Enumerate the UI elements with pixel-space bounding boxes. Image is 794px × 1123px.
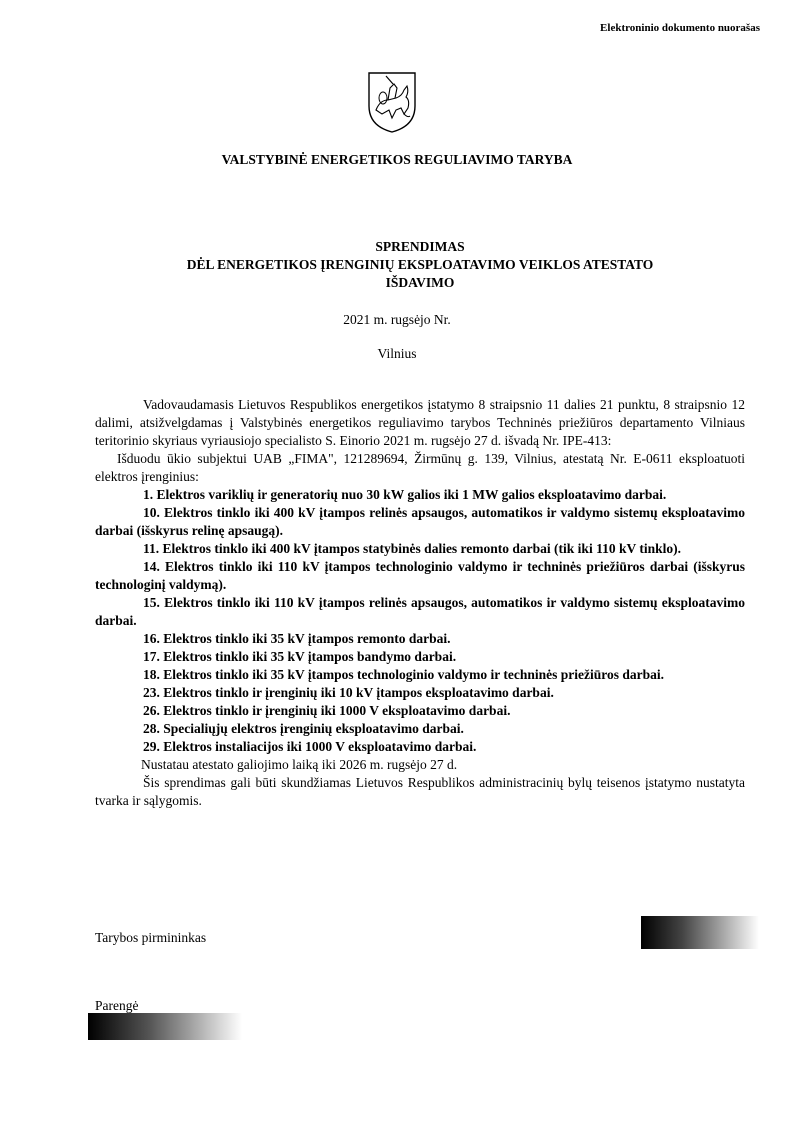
- list-item: 11. Elektros tinklo iki 400 kV įtampos statybinės dalies remonto darbai (tik iki 110 kV tinklo).: [143, 541, 681, 556]
- document-place: Vilnius: [377, 346, 417, 361]
- list-item: 29. Elektros instaliacijos iki 1000 V eksploatavimo darbai.: [143, 739, 477, 754]
- list-item: 26. Elektros tinklo ir įrenginių iki 1000 V eksploatavimo darbai.: [143, 703, 511, 718]
- preparer-redaction: [88, 1013, 242, 1040]
- signature-title: Tarybos pirmininkas: [95, 930, 207, 945]
- title-line-2: DĖL ENERGETIKOS ĮRENGINIŲ EKSPLOATAVIMO VEIKLOS ATESTATO: [186, 257, 654, 272]
- document-body: [95, 396, 745, 810]
- list-item: 14. Elektros tinklo iki 110 kV įtampos technologinio valdymo ir techninės priežiūros darbai (išskyrus technologinį valdymą).: [95, 559, 745, 592]
- list-item: 23. Elektros tinklo ir įrenginių iki 10 kV įtampos eksploatavimo darbai.: [143, 685, 554, 700]
- list-item: 15. Elektros tinklo iki 110 kV įtampos relinės apsaugos, automatikos ir valdymo sistemų eksploatavimo darbai.: [95, 595, 745, 628]
- issue-paragraph: Išduodu ūkio subjektui UAB „FIMA", 121289694, Žirmūnų g. 139, Vilnius, atestatą Nr. E-0611 eksploatuoti elektros įrenginius:: [95, 451, 745, 484]
- list-item: 1. Elektros variklių ir generatorių nuo 30 kW galios iki 1 MW galios eksploatavimo darbai.: [143, 487, 667, 502]
- title-line-1: SPRENDIMAS: [375, 239, 465, 254]
- coat-of-arms-icon: [366, 70, 418, 134]
- list-item: 18. Elektros tinklo iki 35 kV įtampos technologinio valdymo ir techninės priežiūros darbai.: [143, 667, 665, 682]
- list-item: 28. Specialiųjų elektros įrenginių eksploatavimo darbai.: [143, 721, 464, 736]
- prepared-by-label: Parengė: [95, 998, 139, 1013]
- document-copy-note: Elektroninio dokumento nuorašas: [600, 22, 760, 34]
- appeal-paragraph: Šis sprendimas gali būti skundžiamas Lietuvos Respublikos administracinių bylų teisenos įstatymo nustatyta tvarka ir sąlygomis.: [95, 775, 745, 808]
- document-date: 2021 m. rugsėjo Nr.: [343, 312, 451, 327]
- list-item: 16. Elektros tinklo iki 35 kV įtampos remonto darbai.: [143, 631, 451, 646]
- signature-redaction: [641, 916, 759, 949]
- intro-paragraph: Vadovaudamasis Lietuvos Respublikos energetikos įstatymo 8 straipsnio 11 dalies 21 punktu, 8 straipsnio 12 dalimi, atsižvelgdamas į Valstybinės energetikos reguliavimo tarybos Techninės priežiūros departamento Vilniaus teritorinio skyriaus vyriausiojo specialisto S. Einorio 2021 m. rugsėjo 27 d. išvadą Nr. IPE-413:: [95, 397, 745, 448]
- organization-name: VALSTYBINĖ ENERGETIKOS REGULIAVIMO TARYBA: [221, 152, 573, 167]
- list-item: 10. Elektros tinklo iki 400 kV įtampos relinės apsaugos, automatikos ir valdymo sistemų eksploatavimo darbai (išskyrus relinę apsaugą).: [95, 505, 745, 538]
- validity-paragraph: Nustatau atestato galiojimo laiką iki 2026 m. rugsėjo 27 d.: [141, 757, 458, 772]
- list-item: 17. Elektros tinklo iki 35 kV įtampos bandymo darbai.: [143, 649, 457, 664]
- title-line-3: IŠDAVIMO: [385, 275, 455, 290]
- document-title: [95, 238, 745, 292]
